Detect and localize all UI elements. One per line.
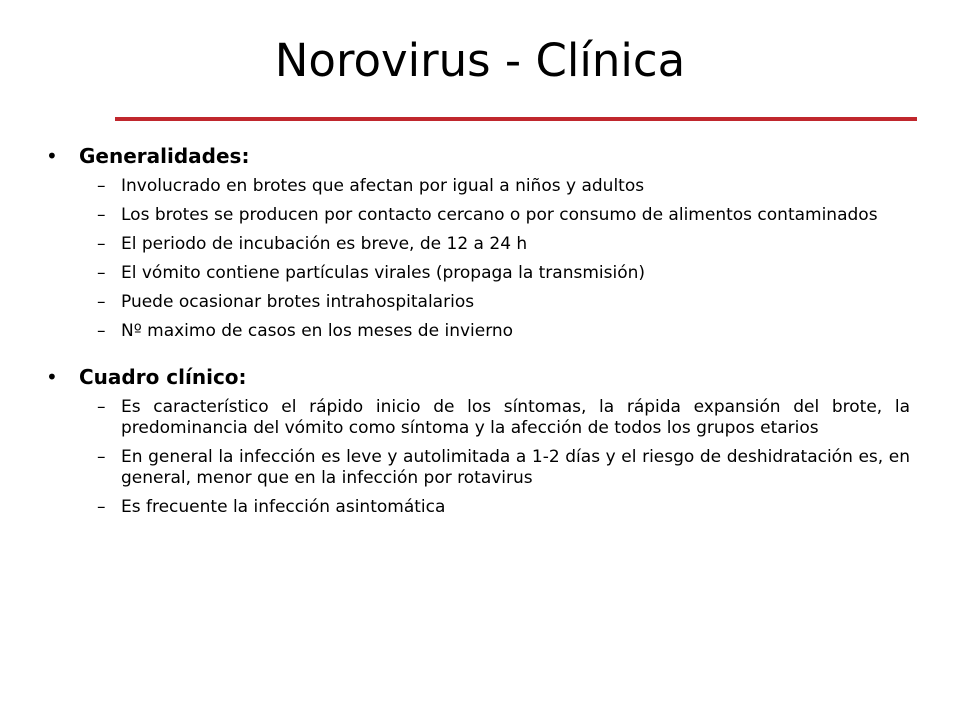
section-heading <box>40 361 910 394</box>
list-item-text: El vómito contiene partículas virales (propaga la transmisión) <box>121 263 646 283</box>
list-item <box>40 321 910 342</box>
list-item <box>40 176 910 197</box>
section-heading-text: Generalidades: <box>79 144 250 168</box>
dash-icon: – <box>97 321 106 341</box>
dash-icon: – <box>97 497 106 517</box>
slide-content <box>40 140 910 526</box>
list-item-text: Los brotes se producen por contacto cercano o por consumo de alimentos contaminados <box>121 205 878 225</box>
bullet-icon: • <box>46 365 58 389</box>
dash-icon: – <box>97 292 106 312</box>
title-divider <box>115 117 917 121</box>
item-list <box>40 176 910 342</box>
list-item-text: El periodo de incubación es breve, de 12 a 24 h <box>121 234 528 254</box>
section-generalidades <box>40 140 910 342</box>
dash-icon: – <box>97 397 106 417</box>
list-item <box>40 205 910 226</box>
dash-icon: – <box>97 447 106 467</box>
list-item-text: En general la infección es leve y autolimitada a 1-2 días y el riesgo de deshidratación es, en general, menor que en la infección por rotavirus <box>121 447 910 488</box>
list-item-text: Es frecuente la infección asintomática <box>121 497 446 517</box>
list-item-text: Puede ocasionar brotes intrahospitalarios <box>121 292 475 312</box>
slide-title: Norovirus - Clínica <box>274 34 686 87</box>
list-item <box>40 234 910 255</box>
dash-icon: – <box>97 234 106 254</box>
item-list <box>40 397 910 518</box>
bullet-icon: • <box>46 144 58 168</box>
dash-icon: – <box>97 263 106 283</box>
list-item <box>40 263 910 284</box>
section-cuadro-clinico <box>40 361 910 518</box>
list-item <box>40 447 910 489</box>
dash-icon: – <box>97 176 106 196</box>
list-item-text: Es característico el rápido inicio de los síntomas, la rápida expansión del brote, la predominancia del vómito como síntoma y la afección de todos los grupos etarios <box>121 397 910 438</box>
list-item-text: Nº maximo de casos en los meses de invierno <box>121 321 514 341</box>
list-item <box>40 397 910 439</box>
list-item <box>40 497 910 518</box>
section-heading <box>40 140 910 173</box>
dash-icon: – <box>97 205 106 225</box>
list-item-text: Involucrado en brotes que afectan por igual a niños y adultos <box>121 176 645 196</box>
section-heading-text: Cuadro clínico: <box>79 365 247 389</box>
list-item <box>40 292 910 313</box>
